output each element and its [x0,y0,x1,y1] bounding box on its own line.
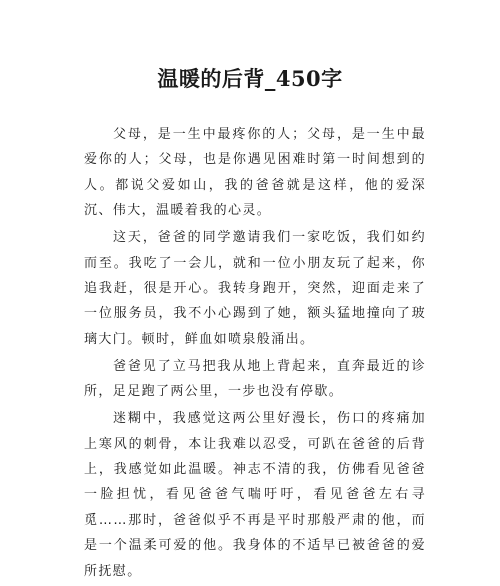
paragraph: 父母，是一生中最疼你的人；父母，是一生中最爱你的人；父母，也是你遇见困难时第一时间想到的人。都说父爱如山，我的爸爸就是这样，他的爱深沉、伟大，温暖着我的心灵。 [84,127,426,219]
paragraph: 迷糊中，我感觉这两公里好漫长，伤口的疼痛加上寒风的刺骨，本让我难以忍受，可趴在爸爸的后背上，我感觉如此温暖。神志不清的我，仿佛看见爸爸一脸担忧，看见爸爸气喘吁吁，看见爸爸左右寻觅……那时，爸爸似乎不再是平时那般严肃的他，而是一个温柔可爱的他。我身体的不适早已被爸爸的爱所抚慰。 [84,411,426,579]
document-title: 温暖的后背_450字 [157,66,343,91]
paragraph: 爸爸见了立马把我从地上背起来，直奔最近的诊所，足足跑了两公里，一步也没有停歇。 [84,358,426,400]
document-body [84,122,426,586]
paragraph: 这天，爸爸的同学邀请我们一家吃饭，我们如约而至。我吃了一会儿，就和一位小朋友玩了起来，你追我赶，很是开心。我转身跑开，突然，迎面走来了一位服务员，我不小心踢到了她，额头猛地撞向了玻璃大门。顿时，鲜血如喷泉般涌出。 [84,230,426,347]
